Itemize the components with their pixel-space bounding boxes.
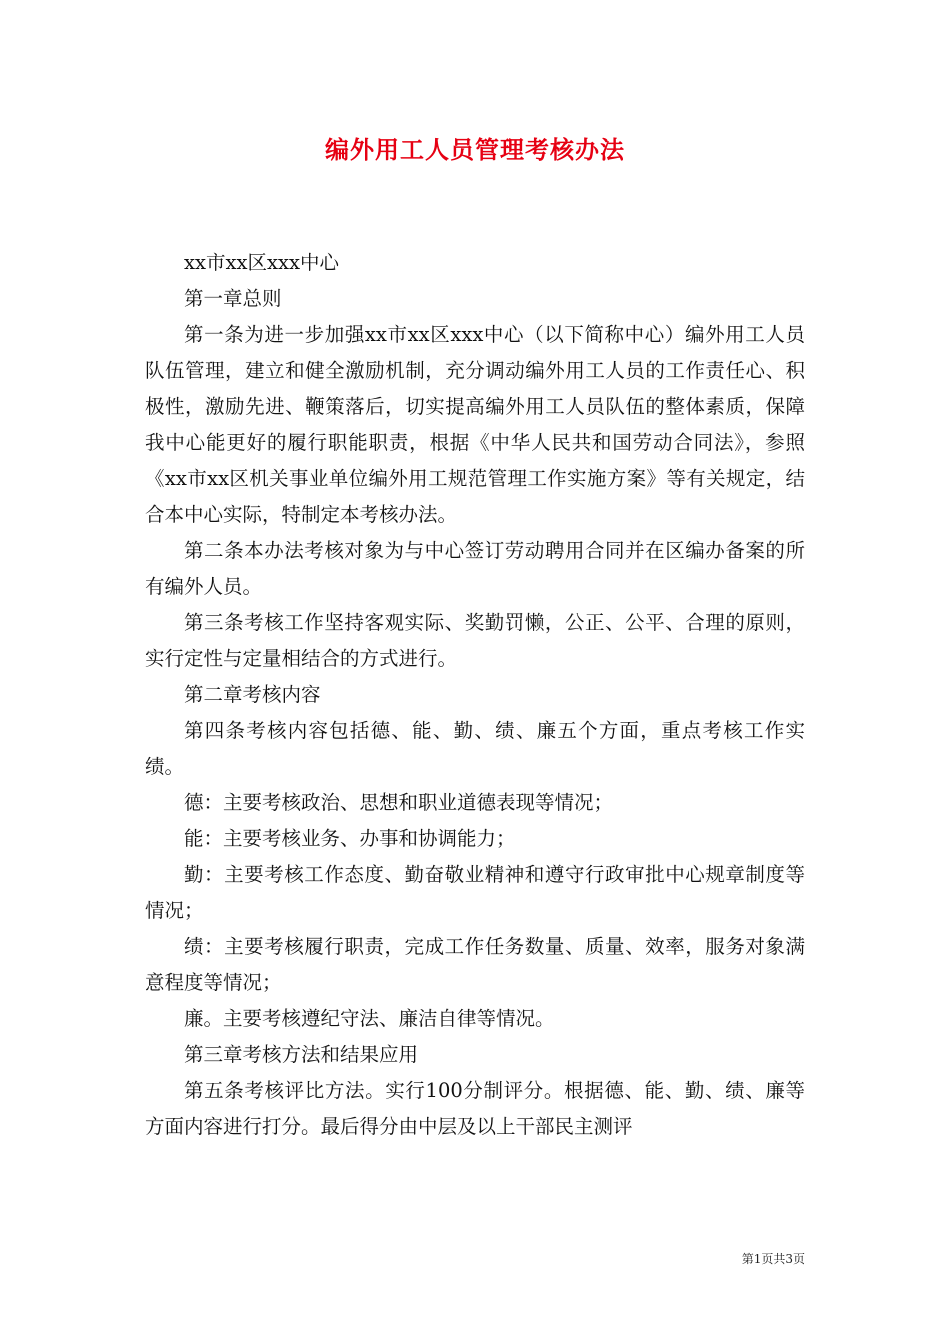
- paragraph-organization: xx市xx区xxx中心: [184, 251, 339, 274]
- document-body: [145, 245, 805, 1145]
- chapter-heading: 第二章考核内容: [184, 683, 321, 706]
- paragraph: 第二条本办法考核对象为与中心签订劳动聘用合同并在区编办备案的所有编外人员。: [145, 539, 805, 598]
- paragraph: 第四条考核内容包括德、能、勤、绩、廉五个方面，重点考核工作实绩。: [145, 719, 805, 778]
- paragraph: 第一条为进一步加强xx市xx区xxx中心（以下简称中心）编外用工人员队伍管理，建立和健全激励机制，充分调动编外用工人员的工作责任心、积极性，激励先进、鞭策落后，切实提高编外用工人员队伍的整体素质，保障我中心能更好的履行职能职责，根据《中华人民共和国劳动合同法》，参照《xx市xx区机关事业单位编外用工规范管理工作实施方案》等有关规定，结合本中心实际，特制定本考核办法。: [145, 323, 805, 526]
- paragraph: 能：主要考核业务、办事和协调能力；: [184, 827, 516, 850]
- paragraph: 第三条考核工作坚持客观实际、奖勤罚懒，公正、公平、合理的原则，实行定性与定量相结合的方式进行。: [145, 611, 805, 670]
- paragraph: 德：主要考核政治、思想和职业道德表现等情况；: [184, 791, 614, 814]
- paragraph: 勤：主要考核工作态度、勤奋敬业精神和遵守行政审批中心规章制度等情况；: [145, 863, 805, 922]
- paragraph: 廉。主要考核遵纪守法、廉洁自律等情况。: [184, 1007, 555, 1030]
- paragraph: 第五条考核评比方法。实行100分制评分。根据德、能、勤、绩、廉等方面内容进行打分。最后得分由中层及以上干部民主测评: [145, 1079, 805, 1138]
- chapter-heading: 第一章总则: [184, 287, 282, 310]
- paragraph: 绩：主要考核履行职责，完成工作任务数量、质量、效率，服务对象满意程度等情况；: [145, 935, 805, 994]
- page-number: 第1页共3页: [741, 1252, 805, 1266]
- document-title: 编外用工人员管理考核办法: [325, 135, 625, 164]
- chapter-heading: 第三章考核方法和结果应用: [184, 1043, 419, 1066]
